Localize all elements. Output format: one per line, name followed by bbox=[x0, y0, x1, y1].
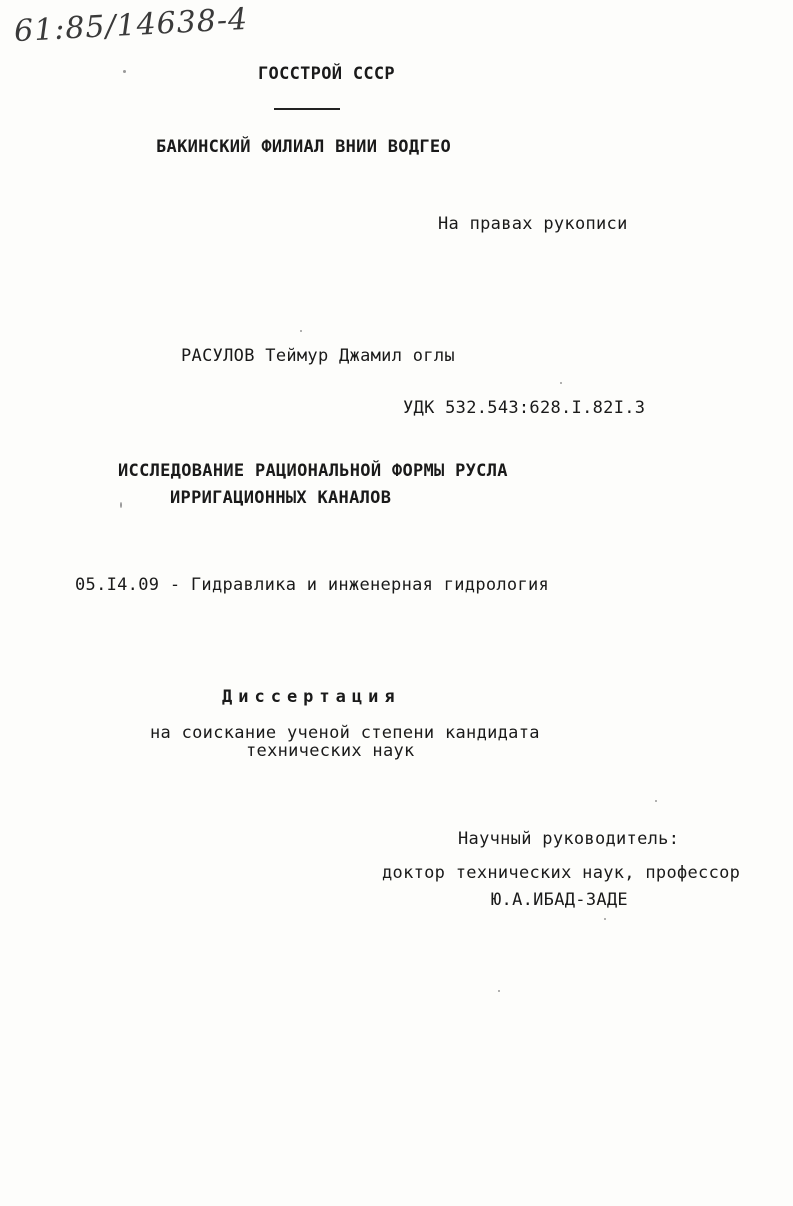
scan-speck bbox=[120, 502, 122, 508]
scan-speck bbox=[123, 70, 126, 73]
institute-name: БАКИНСКИЙ ФИЛИАЛ ВНИИ ВОДГЕО bbox=[156, 137, 451, 157]
heading-divider bbox=[274, 108, 340, 110]
author-name: РАСУЛОВ Теймур Джамил оглы bbox=[181, 346, 455, 366]
manuscript-rights-note: На правах рукописи bbox=[438, 214, 628, 234]
scan-speck bbox=[655, 800, 657, 802]
organization-heading: ГОССТРОЙ СССР bbox=[258, 64, 395, 84]
document-type-heading: Диссертация bbox=[222, 687, 401, 707]
scan-speck bbox=[300, 330, 302, 332]
thesis-title-line-2: ИРРИГАЦИОННЫХ КАНАЛОВ bbox=[170, 488, 392, 508]
scan-speck bbox=[560, 382, 562, 384]
supervisor-degree: доктор технических наук, профессор bbox=[382, 863, 741, 883]
specialty-code: 05.I4.09 - Гидравлика и инженерная гидрология bbox=[75, 575, 550, 595]
degree-sought-line-2: технических наук bbox=[246, 741, 415, 761]
udc-code: УДК 532.543:628.I.82I.3 bbox=[403, 398, 646, 418]
scan-speck bbox=[498, 990, 500, 992]
supervisor-name: Ю.А.ИБАД-ЗАДЕ bbox=[491, 890, 628, 910]
degree-sought-line-1: на соискание ученой степени кандидата bbox=[150, 723, 540, 743]
supervisor-label: Научный руководитель: bbox=[458, 829, 680, 849]
scan-speck bbox=[604, 918, 606, 920]
thesis-title-line-1: ИССЛЕДОВАНИЕ РАЦИОНАЛЬНОЙ ФОРМЫ РУСЛА bbox=[118, 461, 508, 481]
archive-handwritten-mark: 61:85/14638-4 bbox=[13, 1, 249, 50]
